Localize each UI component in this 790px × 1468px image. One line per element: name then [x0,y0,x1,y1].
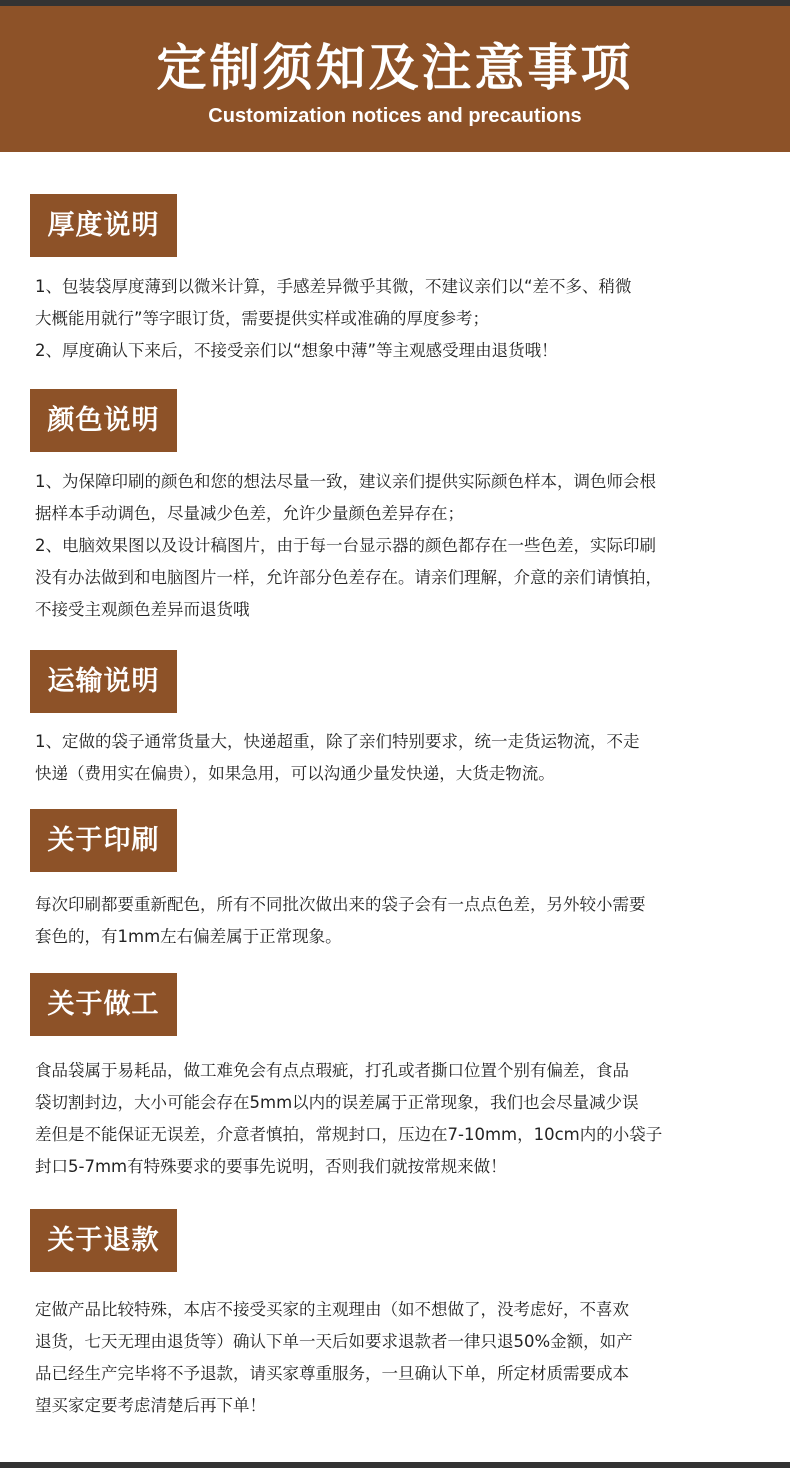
body-line: 1、包装袋厚度薄到以微米计算，手感差异微乎其微，不建议亲们以“差不多、稍微 [35,277,632,296]
body-line: 1、为保障印刷的颜色和您的想法尽量一致，建议亲们提供实际颜色样本，调色师会根 [35,472,656,491]
section-body-color [35,466,755,626]
section-body-shipping [35,726,755,790]
section-body-refund [35,1294,755,1422]
section-tag-thickness: 厚度说明 [30,194,177,257]
section-tag-color: 颜色说明 [30,389,177,452]
body-line: 每次印刷都要重新配色，所有不同批次做出来的袋子会有一点点色差，另外较小需要 [35,895,646,914]
body-line: 差但是不能保证无误差，介意者慎拍，常规封口，压边在7-10mm，10cm内的小袋子 [35,1125,663,1144]
body-line: 大概能用就行”等字眼订货，需要提供实样或准确的厚度参考； [35,309,490,328]
page-title: 定制须知及注意事项 [156,39,634,97]
body-line: 封口5-7mm有特殊要求的要事先说明，否则我们就按常规来做！ [35,1157,507,1176]
body-line: 定做产品比较特殊，本店不接受买家的主观理由（如不想做了，没考虑好，不喜欢 [35,1300,629,1319]
page-subtitle: Customization notices and precautions [208,105,582,127]
section-tag-shipping: 运输说明 [30,650,177,713]
body-line: 快递（费用实在偏贵），如果急用，可以沟通少量发快递，大货走物流。 [35,764,555,783]
section-body-printing [35,889,755,953]
page-header [0,6,790,152]
body-line: 1、定做的袋子通常货量大，快递超重，除了亲们特别要求，统一走货运物流，不走 [35,732,640,751]
section-tag-refund: 关于退款 [30,1209,177,1272]
body-line: 望买家定要考虑清楚后再下单！ [35,1396,266,1415]
section-body-thickness [35,271,755,367]
body-line: 品已经生产完毕将不予退款，请买家尊重服务，一旦确认下单，所定材质需要成本 [35,1364,629,1383]
body-line: 据样本手动调色，尽量减少色差，允许少量颜色差异存在； [35,504,464,523]
body-line: 袋切割封边，大小可能会存在5mm以内的误差属于正常现象，我们也会尽量减少误 [35,1093,639,1112]
bottom-border [0,1462,790,1468]
section-body-workmanship [35,1055,755,1183]
section-tag-printing: 关于印刷 [30,809,177,872]
body-line: 退货，七天无理由退货等）确认下单一天后如要求退款者一律只退50%金额，如产 [35,1332,633,1351]
body-line: 套色的，有1mm左右偏差属于正常现象。 [35,927,342,946]
body-line: 2、电脑效果图以及设计稿图片，由于每一台显示器的颜色都存在一些色差，实际印刷 [35,536,656,555]
body-line: 没有办法做到和电脑图片一样，允许部分色差存在。请亲们理解，介意的亲们请慎拍， [35,568,662,587]
section-tag-workmanship: 关于做工 [30,973,177,1036]
body-line: 不接受主观颜色差异而退货哦 [35,600,250,619]
body-line: 食品袋属于易耗品，做工难免会有点点瑕疵，打孔或者撕口位置个别有偏差，食品 [35,1061,629,1080]
body-line: 2、厚度确认下来后，不接受亲们以“想象中薄”等主观感受理由退货哦！ [35,341,558,360]
